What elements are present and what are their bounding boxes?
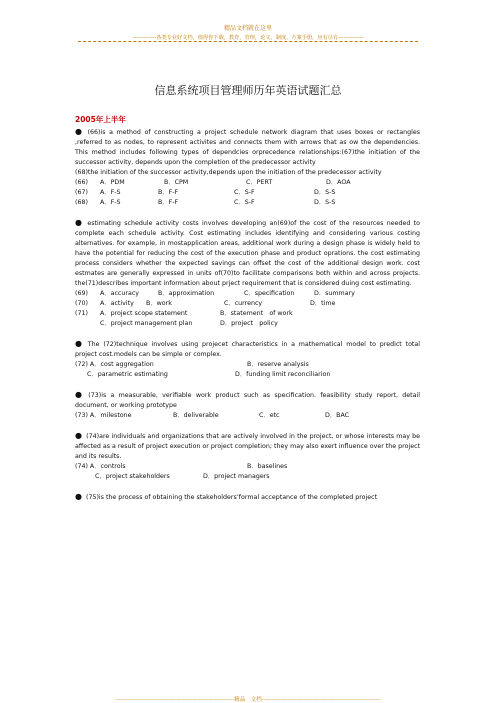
option-b: B．approximation — [158, 290, 215, 297]
option-d: D．time — [310, 300, 336, 307]
question-69-71 — [75, 218, 420, 289]
option-c: C．S-F — [234, 189, 255, 196]
option-d: D．S-S — [314, 199, 336, 206]
option-a: (73) A．milestone — [75, 412, 132, 419]
option-c: C．parametric estimating — [87, 371, 168, 378]
option-b: B．deliverable — [173, 412, 219, 419]
option-b: B．work — [146, 300, 172, 307]
bullet-icon: ● — [75, 218, 84, 227]
bullet-icon: ● — [75, 431, 83, 440]
option-d: D．summary — [314, 290, 355, 297]
option-b: B．CPM — [164, 179, 189, 186]
options-row — [75, 370, 420, 380]
option-number: (68) — [75, 199, 88, 206]
bullet-icon: ● — [75, 390, 85, 399]
option-c: C．PERT — [246, 179, 273, 186]
options-row — [75, 188, 420, 198]
bullet-icon: ● — [75, 339, 84, 348]
option-a: A．accuracy — [100, 290, 140, 297]
question-72 — [75, 339, 420, 360]
option-d: D．AOA — [326, 179, 351, 186]
option-c: C．S-F — [234, 199, 255, 206]
question-text: estimating schedule activity costs involves developing an(69)of the cost of the resources needed to complete each schedule activity. Cost estimating includes identifying and considering various costing alternatives. for example, in mostapplication areas, additional work during a design phase is widely held to have the potential for reducing the cost of the execution phase and product oprations. the cost estimating process considers whether the expected savings can offset the cost of the additional design work. cost estmates are generally expressed in units of(70)to facilitate comparisons both within and across projects. the(71)describes important information about prject requirement that is considered duing cost estimating. — [75, 220, 420, 287]
option-a: A．F-S — [100, 189, 121, 196]
document-title: 信息系统项目管理师历年英语试题汇总 — [154, 84, 342, 97]
option-number: (71) — [75, 310, 88, 317]
option-d: D．S-S — [314, 189, 336, 196]
option-c: C．specification — [244, 290, 295, 297]
option-a: A．F-S — [100, 199, 121, 206]
header-title: 精品文档就在这里 — [223, 25, 272, 32]
option-c: C．etc — [259, 412, 280, 419]
spacer — [75, 370, 87, 380]
option-d: D．funding limit reconciliarion — [235, 371, 331, 378]
option-d: D．project managers — [203, 473, 270, 480]
document-body — [75, 127, 420, 503]
option-a: (72) A．cost aggregation — [75, 361, 154, 368]
question-text: (74)are individuals and organizations that are actively involved in the project, or whose interests may be affected as a result of project execution or project completion; they may also exert influence over the project and its results. — [75, 433, 420, 460]
option-a: A．project scope statement — [100, 310, 188, 317]
option-a: A．PDM — [100, 179, 125, 186]
option-d: D．project policy — [220, 320, 278, 327]
option-c: C．project management plan — [100, 320, 193, 327]
question-text-continued: (68)the initiation of the successor activity,depends upon the initiation of the predecessor activity — [75, 169, 382, 176]
section-heading: 2005年上半年 — [75, 115, 126, 124]
question-text: (75)is the process of obtaining the stakeholders’formal acceptance of the completed project — [85, 494, 378, 501]
option-b: B．statement of work — [220, 310, 293, 317]
option-b: B．F-F — [158, 189, 179, 196]
option-number: (67) — [75, 189, 88, 196]
options-row — [75, 309, 420, 319]
bullet-icon: ● — [75, 127, 84, 136]
options-row — [75, 178, 420, 188]
question-66-68 — [75, 127, 420, 168]
header-rule — [78, 41, 418, 42]
option-number — [75, 319, 100, 329]
bullet-icon: ● — [75, 492, 82, 501]
options-row — [75, 462, 420, 472]
question-text: (73)is a measurable, verifiable work product such as specification. feasibility study report, detail document, or working prototype — [75, 392, 421, 409]
option-b: B．reserve analysis — [247, 361, 309, 368]
options-row — [75, 198, 420, 208]
option-b: B．baselines — [247, 463, 288, 470]
option-c: C．currency — [224, 300, 263, 307]
question-74 — [75, 431, 420, 462]
question-75 — [75, 492, 420, 503]
spacer — [75, 472, 95, 482]
option-number: (69) — [75, 290, 88, 297]
option-number: (70) — [75, 300, 88, 307]
question-73 — [75, 390, 420, 411]
options-row — [75, 289, 420, 299]
option-a: (74) A．controls — [75, 463, 126, 470]
options-row — [75, 411, 420, 421]
question-text: (66)is a method of constructing a project schedule network diagram that uses boxes or rectangles ,referred to as nodes, to represent activites and connects them with arrows that as ow the dependencies. This method includes following types of dependcies orprecedence relationships:(67)the initiation of the successor activity, depends upon the completion of the predecessor activity — [75, 129, 420, 166]
footer-rule: ------------------------------------------------------------精品 文档------------------------------------------------------------ — [115, 697, 381, 703]
option-number: (66) — [75, 179, 88, 186]
header-tagline: -------------各类专业好文档，值得你下载，教育，管理，论文，制度，方案手册，应有尽有-------------- — [132, 35, 364, 41]
option-d: D．BAC — [325, 412, 350, 419]
option-c: C．project stakeholders — [95, 473, 170, 480]
options-row — [75, 360, 420, 370]
option-a: A．activity — [100, 300, 134, 307]
option-b: B．F-F — [158, 199, 179, 206]
options-row — [75, 319, 420, 329]
options-row — [75, 299, 420, 309]
options-row — [75, 472, 420, 482]
question-text: The (72)technique involves using projecet characteristics in a mathematical model to predict total project cost.models can be simple or complex. — [75, 341, 420, 358]
